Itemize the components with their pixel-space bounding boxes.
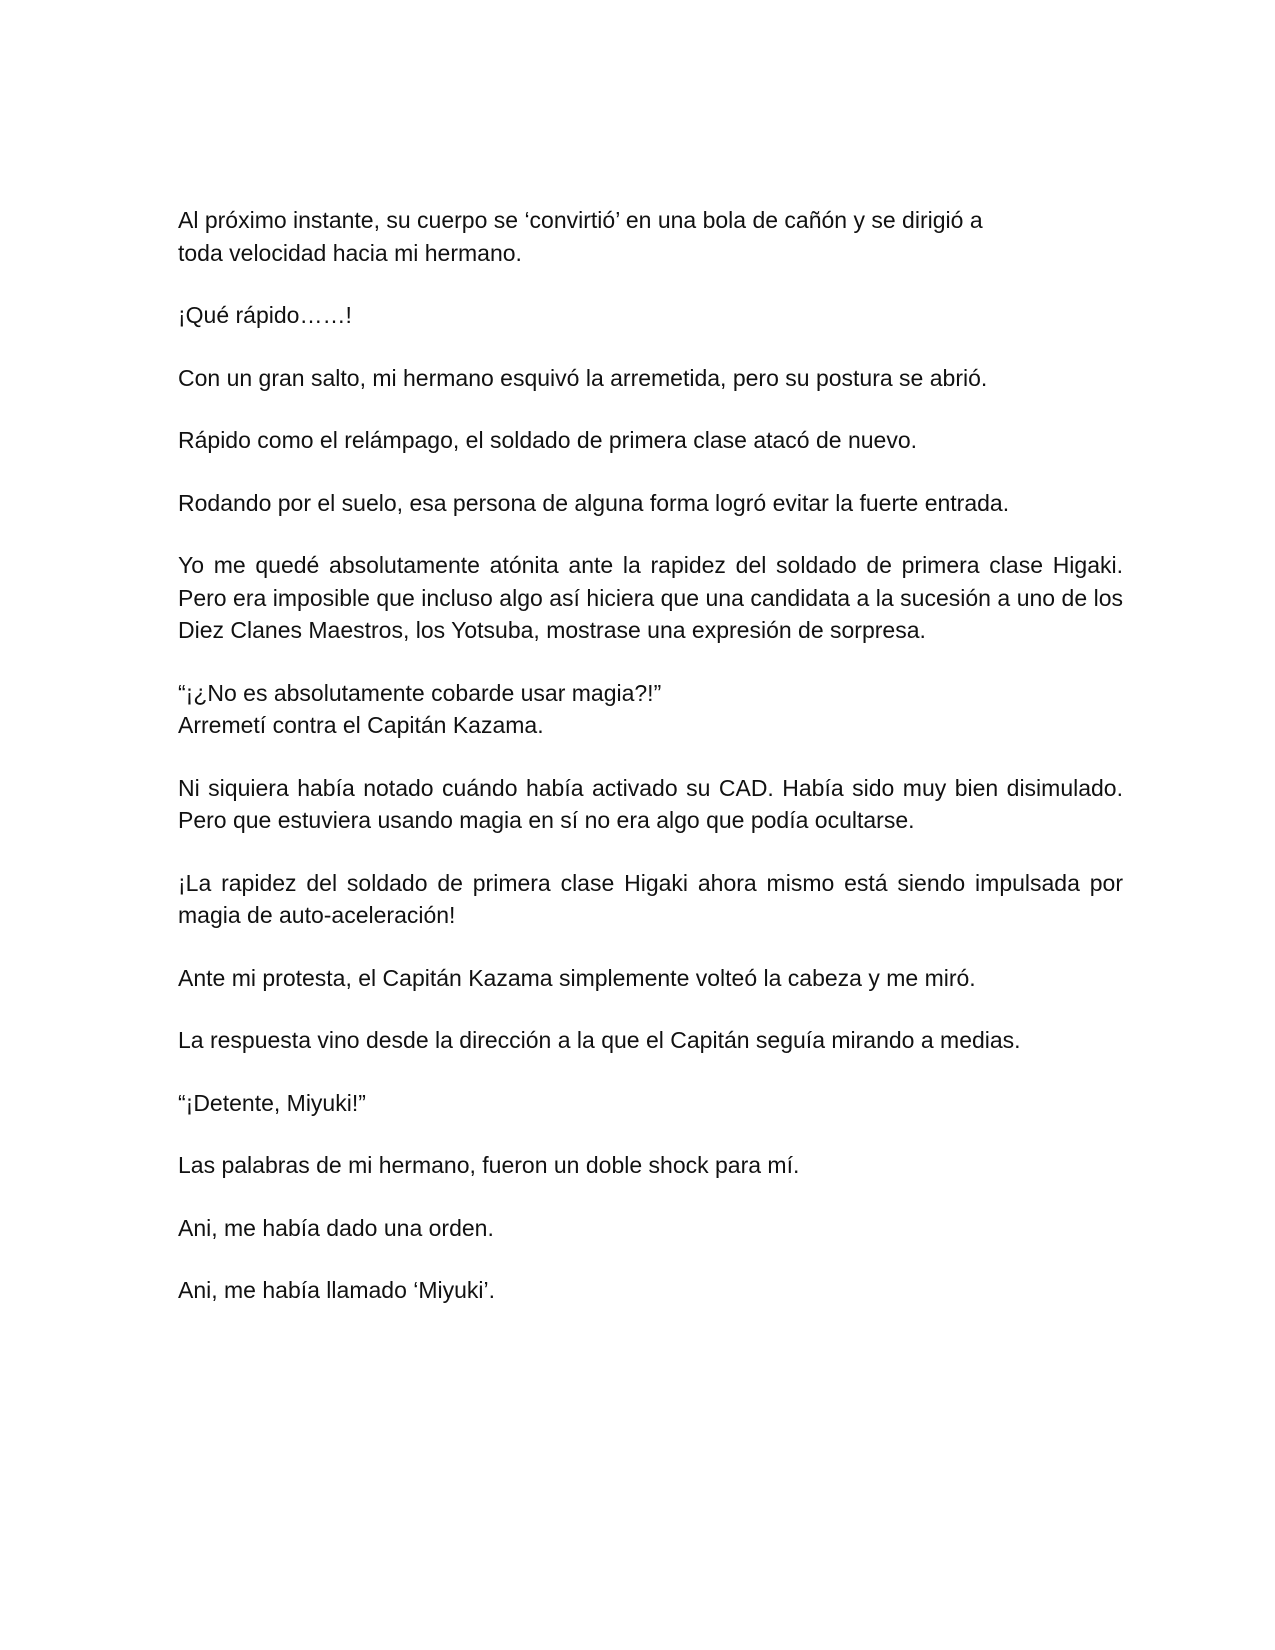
paragraph-4: Rápido como el relámpago, el soldado de primera clase atacó de nuevo.	[178, 427, 917, 453]
document-body	[178, 204, 1123, 1307]
paragraph-9: ¡La rapidez del soldado de primera clase Higaki ahora mismo está siendo impulsada por magia de auto-aceleración!	[178, 869, 1123, 928]
paragraph-10: Ante mi protesta, el Capitán Kazama simplemente volteó la cabeza y me miró.	[178, 964, 976, 991]
paragraph-1-line-2: toda velocidad hacia mi hermano.	[178, 239, 522, 266]
paragraph-14: Ani, me había dado una orden.	[178, 1214, 494, 1241]
paragraph-1-line-1: Al próximo instante, su cuerpo se ‘convirtió’ en una bola de cañón y se dirigió a	[178, 207, 983, 233]
paragraph-1	[178, 204, 1123, 269]
paragraph-11: La respuesta vino desde la dirección a la que el Capitán seguía mirando a medias.	[178, 1027, 1021, 1053]
paragraph-7-line-1: “¡¿No es absolutamente cobarde usar magia?!”	[178, 679, 662, 706]
paragraph-13: Las palabras de mi hermano, fueron un doble shock para mí.	[178, 1152, 800, 1178]
paragraph-12: “¡Detente, Miyuki!”	[178, 1089, 366, 1116]
paragraph-6: Yo me quedé absolutamente atónita ante la rapidez del soldado de primera clase Higaki. Pero era imposible que incluso algo así hiciera que una candidata a la sucesión a uno de los Diez Clanes Maestros, los Yotsuba, mostrase una expresión de sorpresa.	[178, 552, 1123, 643]
paragraph-5: Rodando por el suelo, esa persona de alguna forma logró evitar la fuerte entrada.	[178, 489, 1010, 516]
paragraph-15: Ani, me había llamado ‘Miyuki’.	[178, 1277, 496, 1303]
paragraph-8: Ni siquiera había notado cuándo había activado su CAD. Había sido muy bien disimulado. Pero que estuviera usando magia en sí no era algo que podía ocultarse.	[178, 774, 1123, 833]
paragraph-7	[178, 677, 1123, 742]
paragraph-3: Con un gran salto, mi hermano esquivó la arremetida, pero su postura se abrió.	[178, 364, 988, 391]
paragraph-2: ¡Qué rápido……!	[178, 302, 352, 328]
paragraph-7-line-2: Arremetí contra el Capitán Kazama.	[178, 712, 544, 738]
